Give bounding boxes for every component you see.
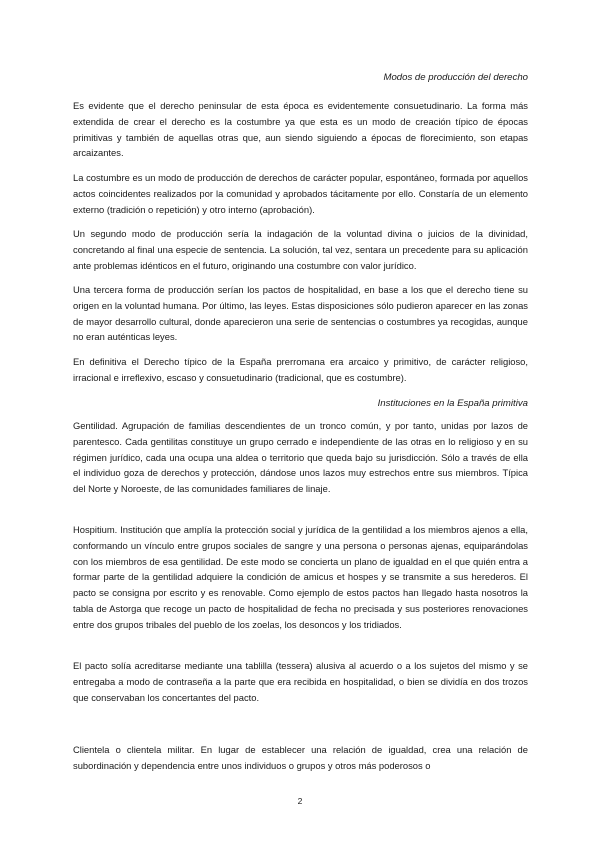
paragraph-hospitium: Hospitium. Institución que amplía la protección social y jurídica de la gentilidad a los miembros ajenos a ella, conformando un vínculo entre grupos sociales de sangre y una persona o personas ajenas, equiparándolas con los miembros de esa gentilidad. De este modo se concierta un plano de igualdad en el que quién entra a formar parte de la gentilidad adquiere la condición de amicus et hospes y se transmite a sus herederos. El pacto se consigna por escrito y es renovable. Como ejemplo de estos pactos han llegado hasta nosotros la tabla de Astorga que recoge un pacto de hospitalidad de fecha no precisada y sus posteriores renovaciones entre dos grupos tribales del pueblo de los zoelas, los desoncos y los tridiados.	[73, 524, 528, 630]
paragraph-indagacion: Un segundo modo de producción sería la indagación de la voluntad divina o juicios de la divinidad, concretando al final una especie de sentencia. La solución, tal vez, sentara un precedente para su aplicación ante problemas idénticos en el futuro, originando una costumbre con valor jurídico.	[73, 228, 528, 271]
paragraph-tessera: El pacto solía acreditarse mediante una tablilla (tessera) alusiva al acuerdo o a los sujetos del mismo y se entregaba a modo de contraseña a la parte que era recibida en hospitalidad, o bien se dividía en dos trozos que conservaban los concertantes del pacto.	[73, 660, 528, 703]
page-number: 2	[297, 796, 303, 806]
paragraph-costumbre: La costumbre es un modo de producción de derechos de carácter popular, espontáneo, formada por aquellos actos coincidentes realizados por la comunidad y aprobados tácitamente por ello. Constaría de un elemento externo (tradición o repetición) y otro interno (aprobación).	[73, 172, 528, 215]
section-heading-instituciones: Instituciones en la España primitiva	[377, 398, 528, 409]
paragraph-clientela: Clientela o clientela militar. En lugar de establecer una relación de igualdad, crea una relación de subordinación y dependencia entre unos individuos o grupos y otros más poderosos o	[73, 744, 528, 771]
paragraph-consuetudinario: Es evidente que el derecho peninsular de esta época es evidentemente consuetudinario. La forma más extendida de crear el derecho es la costumbre ya que esta es un modo de creación típico de épocas primitivas y también de aquellas otras que, aun siendo siguiendo a épocas de florecimiento, son etapas arcaizantes.	[73, 100, 528, 159]
paragraph-gentilidad: Gentilidad. Agrupación de familias descendientes de un tronco común, y por tanto, unidas por lazos de parentesco. Cada gentilitas constituye un grupo cerrado e independiente de las otras en lo religioso y en su régimen jurídico, cada una ocupa una aldea o territorio que queda bajo su jurisdicción. Sólo a través de ella el individuo goza de derechos y protección, dándose unos lazos muy estrechos entre sus miembros. Típica del Norte y Noroeste, de las comunidades familiares de linaje.	[73, 420, 528, 495]
paragraph-definitiva: En definitiva el Derecho típico de la España prerromana era arcaico y primitivo, de carácter religioso, irracional e irreflexivo, escaso y consuetudinario (tradicional, que es costumbre).	[73, 356, 528, 383]
section-heading-modos: Modos de producción del derecho	[383, 72, 528, 83]
paragraph-pactos-leyes: Una tercera forma de producción serían los pactos de hospitalidad, en base a los que el derecho tiene su origen en la voluntad humana. Por último, las leyes. Estas disposiciones sólo pudieron aparecer en las zonas de mayor desarrollo cultural, donde aparecieron una serie de sentencias o costumbres ya recogidas, aunque no eran auténticas leyes.	[73, 284, 528, 343]
